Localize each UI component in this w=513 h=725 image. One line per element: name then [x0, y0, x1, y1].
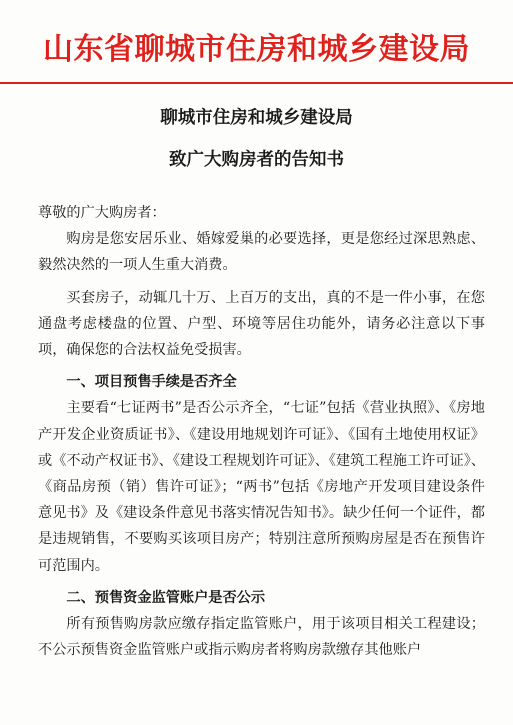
masthead-red-rule [0, 82, 513, 84]
document-body [38, 200, 485, 663]
section-1-text: 主要看“七证两书”是否公示齐全，“七证”包括《营业执照》、《房地产开发企业资质证书》、《建设用地规划许可证》、《国有土地使用权证》或《不动产权证书》、《建设工程规划许可证》、《建筑工程施工许可证》、《商品房预（销）售许可证》；“两书”包括《房地产开发项目建设条件意见书》及《建设条件意见书落实情况告知书》。缺少任何一个证件，都是违规销售，不要购买该项目房产；特别注意所预购房屋是否在预售许可范围内。 [38, 400, 485, 574]
masthead-title: 山东省聊城市住房和城乡建设局 [43, 32, 470, 67]
paragraph-1: 购房是您安居乐业、婚嫁爱巢的必要选择，更是您经过深思熟虑、毅然决然的一项人生重大消费。 [38, 231, 485, 274]
salutation: 尊敬的广大购房者： [38, 205, 166, 221]
document-title-line-1: 聊城市住房和城乡建设局 [160, 108, 353, 128]
section-2-text: 所有预售购房款应缴存指定监管账户，用于该项目相关工程建设；不公示预售资金监管账户或指示购房者将购房款缴存其他账户 [38, 616, 485, 659]
section-2-heading: 二、预售资金监管账户是否公示 [66, 589, 266, 606]
document-title-line-2: 致广大购房者的告知书 [169, 150, 344, 170]
paragraph-2: 买套房子，动辄几十万、上百万的支出，真的不是一件小事，在您通盘考虑楼盘的位置、户型、环境等居住功能外，请务必注意以下事项，确保您的合法权益免受损害。 [38, 289, 485, 359]
section-1-heading: 一、项目预售手续是否齐全 [66, 374, 237, 391]
